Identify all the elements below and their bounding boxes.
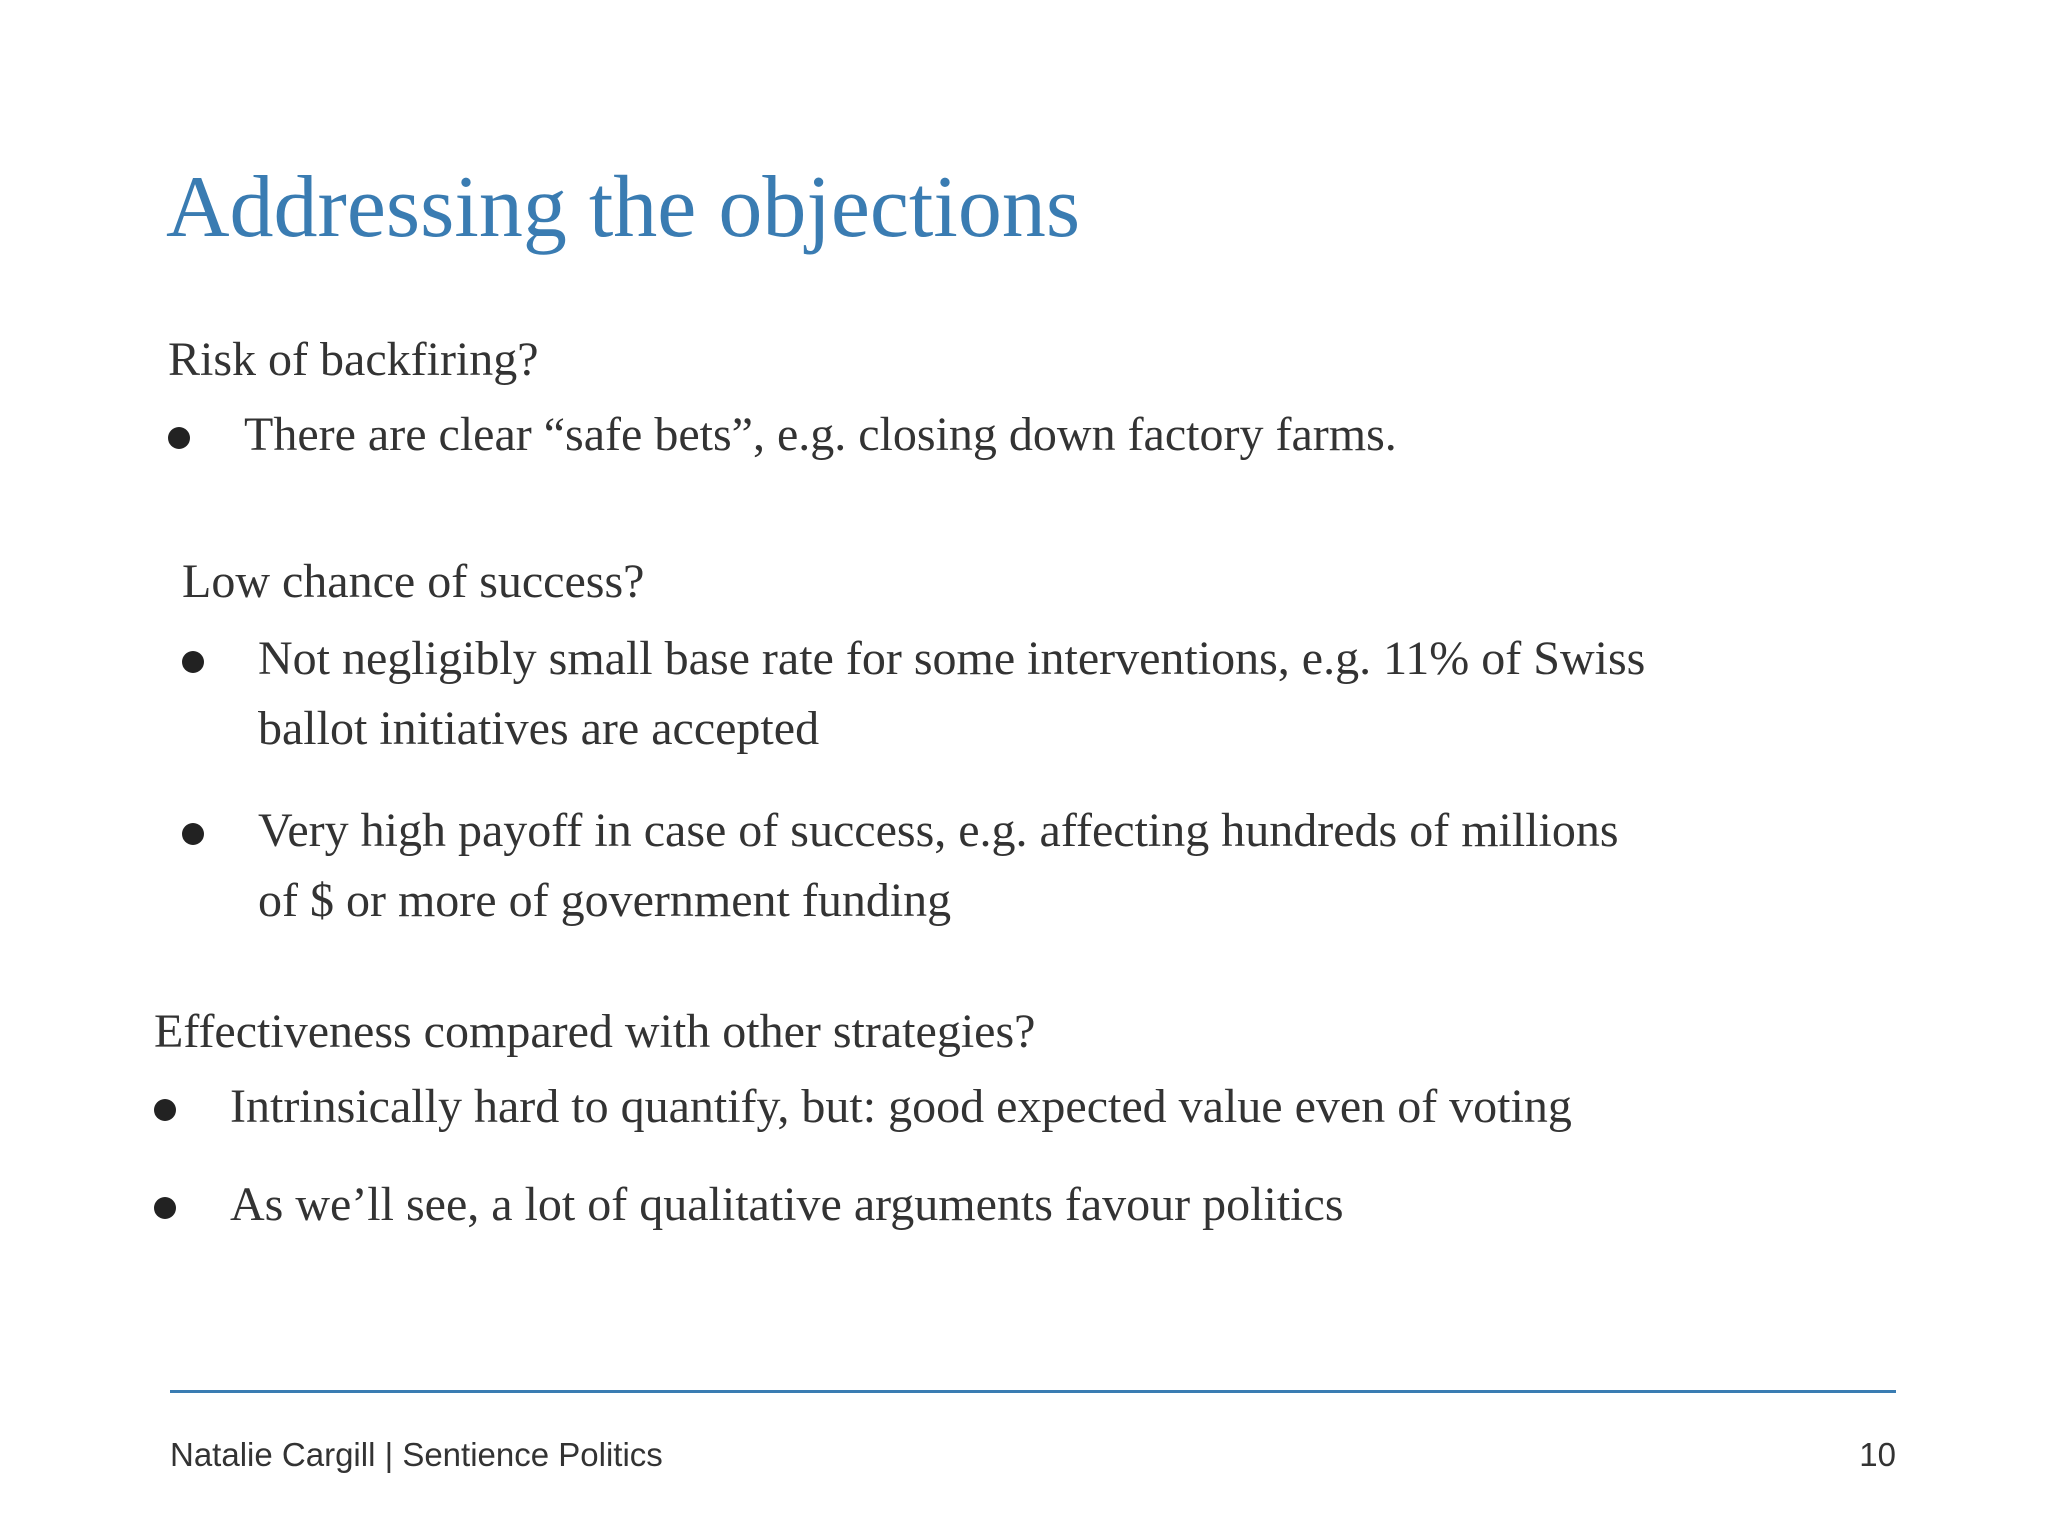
bullet-dot-icon [154,1099,176,1121]
bullet-text-line: Not negligibly small base rate for some interventions, e.g. 11% of Swiss [258,632,1646,685]
bullet-dot-icon [154,1197,176,1219]
section-risk-of-backfiring [168,324,1397,470]
bullet-item [182,796,1645,936]
bullet-text-line: Very high payoff in case of success, e.g. affecting hundreds of millions [258,804,1619,857]
section-heading: Low chance of success? [182,555,645,608]
bullet-dot-icon [168,427,190,449]
section-low-chance-of-success [182,546,1645,936]
bullet-item [154,1170,1572,1240]
bullet-item [154,1072,1572,1142]
bullet-item [168,400,1397,470]
section-heading: Risk of backfiring? [168,333,539,386]
slide-title: Addressing the objections [166,159,1081,256]
section-heading: Effectiveness compared with other strategies? [154,1005,1036,1058]
footer-divider [170,1390,1896,1393]
section-effectiveness-compared [154,996,1572,1240]
bullet-dot-icon [182,823,204,845]
bullet-text-line: As we’ll see, a lot of qualitative arguments favour politics [230,1178,1344,1231]
bullet-dot-icon [182,651,204,673]
footer-author: Natalie Cargill | Sentience Politics [170,1436,663,1473]
bullet-item [182,624,1645,764]
bullet-text-line: Intrinsically hard to quantify, but: good expected value even of voting [230,1080,1572,1133]
bullet-text-line: ballot initiatives are accepted [258,702,820,755]
bullet-text-line: There are clear “safe bets”, e.g. closing down factory farms. [244,408,1397,461]
page-number: 10 [1859,1436,1896,1473]
bullet-text-line: of $ or more of government funding [258,874,952,927]
